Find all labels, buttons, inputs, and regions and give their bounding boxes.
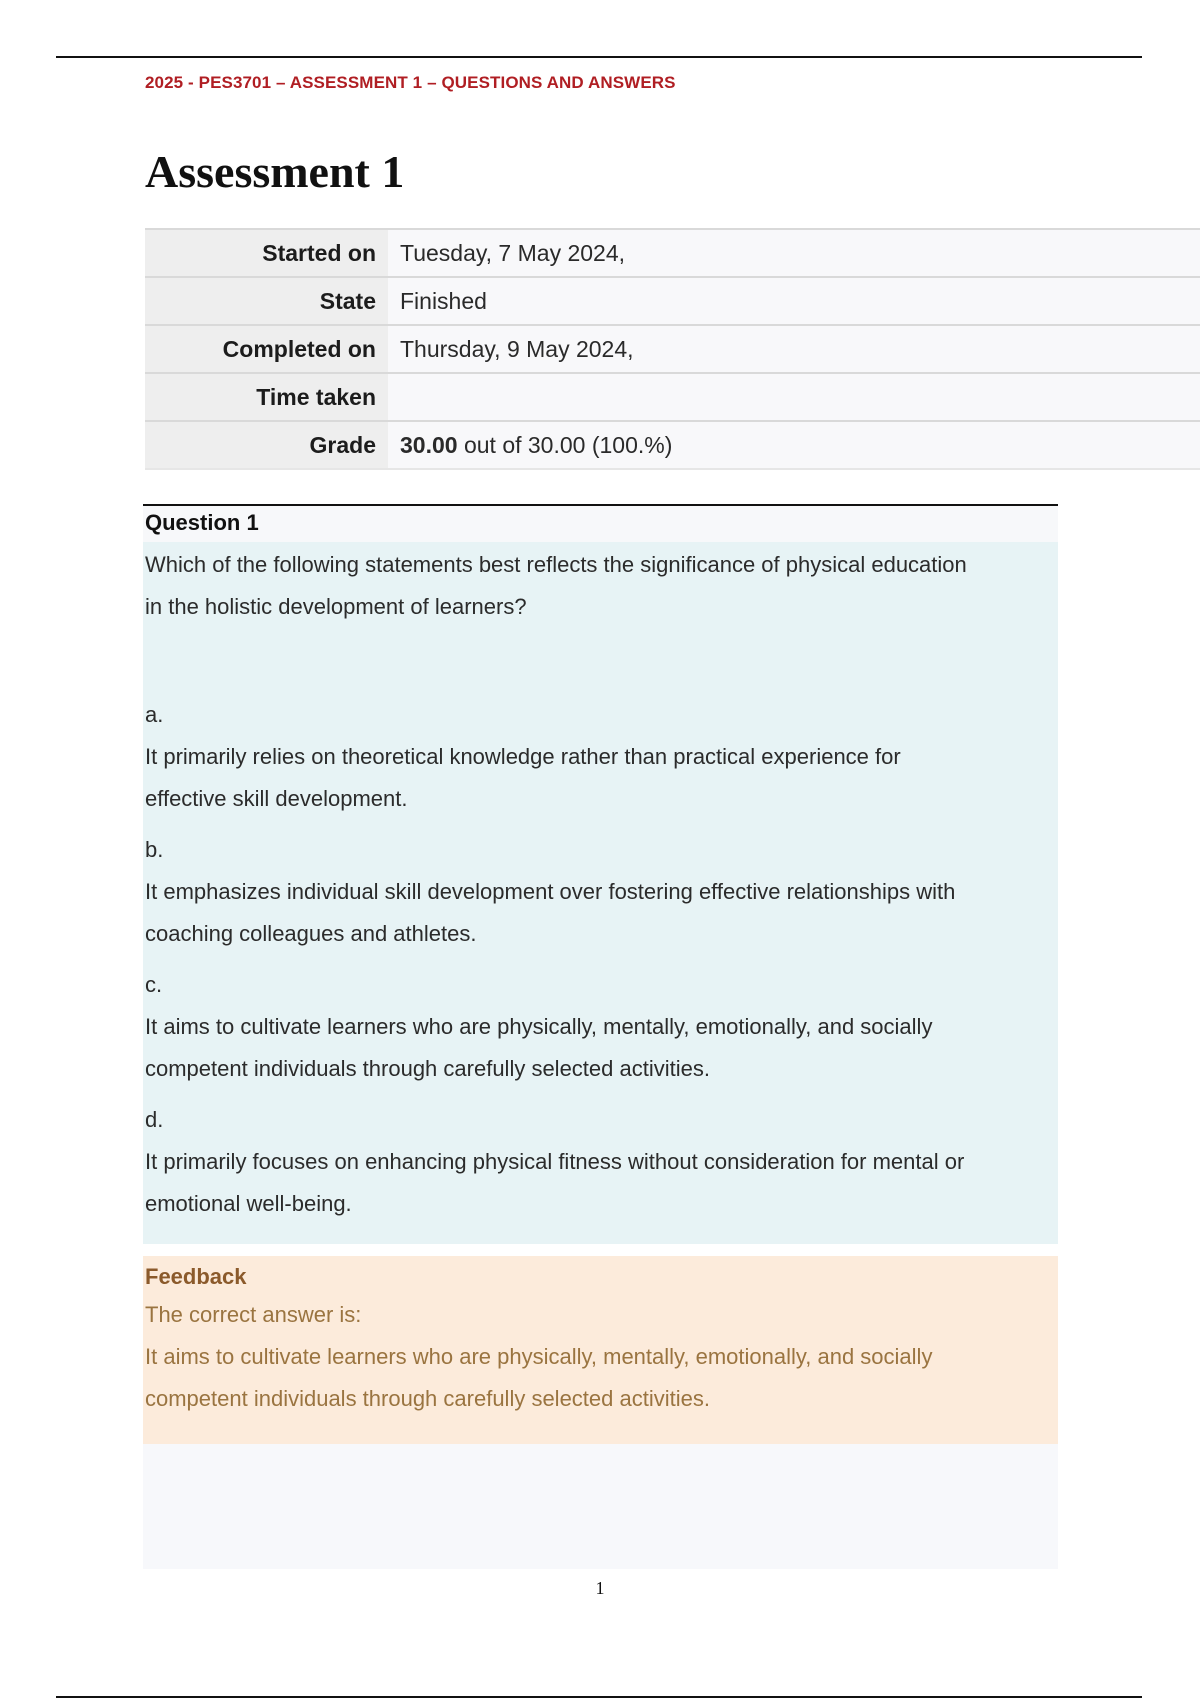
option-a[interactable] (145, 694, 1056, 820)
question-body (143, 542, 1058, 1244)
grade-score: 30.00 (400, 431, 458, 458)
feedback-panel (143, 1256, 1058, 1444)
summary-row-grade (145, 421, 1200, 469)
option-text-line: emotional well-being. (145, 1191, 352, 1216)
option-text-line: It emphasizes individual skill development over fostering effective relationships with (145, 879, 956, 904)
option-letter: c. (145, 972, 163, 997)
grade-value (388, 421, 1200, 469)
question-text (145, 542, 1056, 694)
state-value: Finished (388, 277, 1200, 325)
feedback-answer-line-1: It aims to cultivate learners who are physically, mentally, emotionally, and socially (145, 1344, 933, 1369)
feedback-answer-line-2: competent individuals through carefully selected activities. (145, 1386, 710, 1411)
option-letter: d. (145, 1107, 164, 1132)
time-taken-value (388, 373, 1200, 421)
question-text-line-1: Which of the following statements best reflects the significance of physical education (145, 552, 967, 577)
completed-on-label: Completed on (145, 325, 388, 373)
started-on-label: Started on (145, 229, 388, 277)
option-text-line: competent individuals through carefully selected activities. (145, 1056, 710, 1081)
summary-row-started (145, 229, 1200, 277)
option-text-line: coaching colleagues and athletes. (145, 921, 477, 946)
page-title: Assessment 1 (145, 146, 405, 197)
option-text-line: It primarily focuses on enhancing physical fitness without consideration for mental or (145, 1149, 965, 1174)
option-d[interactable] (145, 1099, 1056, 1225)
question-footer-area (143, 1444, 1058, 1569)
option-text-line: It aims to cultivate learners who are physically, mentally, emotionally, and socially (145, 1014, 933, 1039)
document-header: 2025 - PES3701 – ASSESSMENT 1 – QUESTIONS AND ANSWERS (145, 73, 676, 92)
summary-row-completed (145, 325, 1200, 373)
option-text-line: It primarily relies on theoretical knowledge rather than practical experience for (145, 744, 901, 769)
summary-row-state (145, 277, 1200, 325)
feedback-intro: The correct answer is: (145, 1302, 362, 1327)
option-c[interactable] (145, 964, 1056, 1090)
grade-out-of: out of 30.00 (100.%) (457, 431, 673, 458)
started-on-value: Tuesday, 7 May 2024, (388, 229, 1200, 277)
question-heading: Question 1 (143, 504, 1058, 542)
state-label: State (145, 277, 388, 325)
completed-on-value: Thursday, 9 May 2024, (388, 325, 1200, 373)
bottom-rule (56, 1696, 1142, 1698)
question-1-block (143, 504, 1058, 1569)
top-rule (56, 56, 1142, 58)
grade-label: Grade (145, 421, 388, 469)
feedback-title: Feedback (145, 1264, 247, 1289)
option-letter: b. (145, 837, 164, 862)
option-text-line: effective skill development. (145, 786, 408, 811)
question-text-line-2: in the holistic development of learners? (145, 594, 527, 619)
summary-row-time-taken (145, 373, 1200, 421)
page-number: 1 (595, 1578, 605, 1598)
option-letter: a. (145, 702, 164, 727)
option-b[interactable] (145, 829, 1056, 955)
time-taken-label: Time taken (145, 373, 388, 421)
attempt-summary-table (145, 228, 1200, 470)
